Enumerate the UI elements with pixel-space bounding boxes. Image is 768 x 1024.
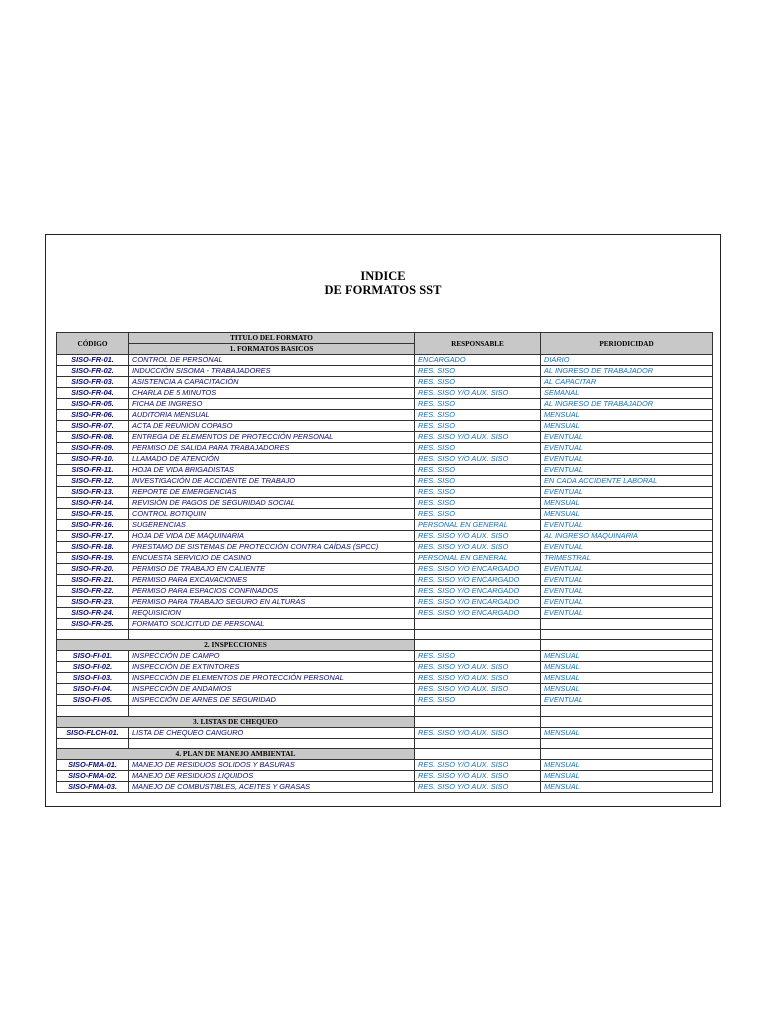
table-row [57, 421, 713, 432]
format-periodicity: EVENTUAL [541, 443, 713, 454]
spacer-cell [129, 738, 415, 748]
spacer-cell [415, 706, 541, 716]
format-title: SUGERENCIAS [129, 520, 415, 531]
table-row [57, 443, 713, 454]
table-row [57, 531, 713, 542]
header-periodicity: PERIODICIDAD [541, 333, 713, 355]
section-row [57, 716, 713, 727]
spacer-cell [415, 738, 541, 748]
table-row [57, 695, 713, 706]
format-title: INSPECCIÓN DE CAMPO [129, 651, 415, 662]
table-row [57, 454, 713, 465]
table-row [57, 388, 713, 399]
format-responsible: RES. SISO Y/O AUX. SISO [415, 759, 541, 770]
format-code: SISO-FR-01. [57, 355, 129, 366]
format-title: PRESTAMO DE SISTEMAS DE PROTECCIÓN CONTRA CAÍDAS (SPCC) [129, 542, 415, 553]
section-blank-cell [541, 640, 713, 651]
format-periodicity: MENSUAL [541, 410, 713, 421]
format-title: ENTREGA DE ELEMENTOS DE PROTECCIÓN PERSONAL [129, 432, 415, 443]
format-periodicity: EVENTUAL [541, 520, 713, 531]
format-code: SISO-FR-17. [57, 531, 129, 542]
format-code: SISO-FI-01. [57, 651, 129, 662]
format-code: SISO-FI-02. [57, 662, 129, 673]
format-title: REVISIÓN DE PAGOS DE SEGURIDAD SOCIAL [129, 498, 415, 509]
format-responsible: RES. SISO [415, 443, 541, 454]
format-responsible: RES. SISO Y/O ENCARGADO [415, 575, 541, 586]
section-blank-cell [541, 716, 713, 727]
format-periodicity: DIARIO [541, 355, 713, 366]
format-periodicity: EVENTUAL [541, 564, 713, 575]
format-title: FORMATO SOLICITUD DE PERSONAL [129, 619, 415, 630]
format-title: INSPECCIÓN DE ELEMENTOS DE PROTECCIÓN PERSONAL [129, 673, 415, 684]
table-row [57, 651, 713, 662]
format-periodicity: TRIMESTRAL [541, 553, 713, 564]
format-title: ASISTENCIA A CAPACITACIÓN [129, 377, 415, 388]
format-periodicity: EVENTUAL [541, 432, 713, 443]
format-responsible: RES. SISO Y/O AUX. SISO [415, 388, 541, 399]
format-title: CHARLA DE 5 MINUTOS [129, 388, 415, 399]
table-row [57, 759, 713, 770]
format-title: PERMISO PARA TRABAJO SEGURO EN ALTURAS [129, 597, 415, 608]
format-periodicity: EVENTUAL [541, 575, 713, 586]
format-title: REPORTE DE EMERGENCIAS [129, 487, 415, 498]
format-responsible: RES. SISO Y/O ENCARGADO [415, 608, 541, 619]
section-blank-cell [415, 716, 541, 727]
format-title: INSPECCIÓN DE EXTINTORES [129, 662, 415, 673]
format-title: INVESTIGACIÓN DE ACCIDENTE DE TRABAJO [129, 476, 415, 487]
format-responsible: RES. SISO [415, 498, 541, 509]
spacer-cell [541, 738, 713, 748]
format-code: SISO-FR-03. [57, 377, 129, 388]
table-row [57, 770, 713, 781]
format-code: SISO-FR-24. [57, 608, 129, 619]
format-periodicity: SEMANAL [541, 388, 713, 399]
format-periodicity: EVENTUAL [541, 597, 713, 608]
format-title: INSPECCIÓN DE ANDAMIOS [129, 684, 415, 695]
format-responsible: RES. SISO Y/O ENCARGADO [415, 586, 541, 597]
header-row [57, 333, 713, 344]
format-periodicity: EVENTUAL [541, 586, 713, 597]
format-title: PERMISO PARA EXCAVACIONES [129, 575, 415, 586]
format-periodicity: AL INGRESO DE TRABAJADOR [541, 366, 713, 377]
table-row [57, 619, 713, 630]
table-row [57, 553, 713, 564]
format-code: SISO-FR-15. [57, 509, 129, 520]
format-responsible: RES. SISO Y/O AUX. SISO [415, 684, 541, 695]
format-code: SISO-FR-04. [57, 388, 129, 399]
table-row [57, 564, 713, 575]
format-code: SISO-FR-13. [57, 487, 129, 498]
format-periodicity: EVENTUAL [541, 542, 713, 553]
table-row [57, 520, 713, 531]
format-responsible: RES. SISO [415, 695, 541, 706]
section-spacer [57, 706, 713, 716]
format-responsible: PERSONAL EN GENERAL [415, 553, 541, 564]
table-row [57, 575, 713, 586]
format-responsible: RES. SISO Y/O AUX. SISO [415, 662, 541, 673]
header-title: TITULO DEL FORMATO [129, 333, 415, 344]
header-code: CÓDIGO [57, 333, 129, 355]
header-responsible: RESPONSABLE [415, 333, 541, 355]
format-responsible: RES. SISO [415, 487, 541, 498]
table-row [57, 399, 713, 410]
table-row [57, 542, 713, 553]
format-responsible: PERSONAL EN GENERAL [415, 520, 541, 531]
section-spacer [57, 738, 713, 748]
format-code: SISO-FI-05. [57, 695, 129, 706]
format-periodicity: EN CADA ACCIDENTE LABORAL [541, 476, 713, 487]
formats-index-table [56, 332, 713, 793]
format-code: SISO-FI-03. [57, 673, 129, 684]
format-code: SISO-FR-22. [57, 586, 129, 597]
format-title: LLAMADO DE ATENCIÓN [129, 454, 415, 465]
format-code: SISO-FR-05. [57, 399, 129, 410]
table-row [57, 781, 713, 792]
format-code: SISO-FR-11. [57, 465, 129, 476]
format-code: SISO-FMA-03. [57, 781, 129, 792]
format-periodicity: EVENTUAL [541, 454, 713, 465]
format-responsible: RES. SISO Y/O AUX. SISO [415, 531, 541, 542]
format-periodicity: MENSUAL [541, 421, 713, 432]
format-title: CONTROL BOTIQUIN [129, 509, 415, 520]
format-code: SISO-FMA-02. [57, 770, 129, 781]
spacer-cell [57, 706, 129, 716]
section-blank-cell [415, 748, 541, 759]
format-periodicity: AL CAPACITAR [541, 377, 713, 388]
table-row [57, 684, 713, 695]
format-periodicity: MENSUAL [541, 781, 713, 792]
format-responsible: RES. SISO Y/O AUX. SISO [415, 454, 541, 465]
spacer-cell [415, 630, 541, 640]
table-row [57, 662, 713, 673]
table-row [57, 608, 713, 619]
table-row [57, 597, 713, 608]
format-title: MANEJO DE RESIDUOS LIQUIDOS [129, 770, 415, 781]
table-row [57, 355, 713, 366]
format-code: SISO-FR-16. [57, 520, 129, 531]
format-periodicity: MENSUAL [541, 662, 713, 673]
format-code: SISO-FR-20. [57, 564, 129, 575]
format-responsible: RES. SISO [415, 399, 541, 410]
document-title: INDICE [360, 269, 406, 283]
format-periodicity: MENSUAL [541, 770, 713, 781]
table-row [57, 487, 713, 498]
format-periodicity: MENSUAL [541, 509, 713, 520]
format-periodicity: MENSUAL [541, 673, 713, 684]
format-periodicity: EVENTUAL [541, 695, 713, 706]
format-title: FICHA DE INGRESO [129, 399, 415, 410]
format-responsible: RES. SISO [415, 377, 541, 388]
format-code: SISO-FR-21. [57, 575, 129, 586]
format-periodicity: MENSUAL [541, 684, 713, 695]
format-responsible: RES. SISO [415, 509, 541, 520]
document-sheet [45, 234, 721, 807]
format-title: PERMISO PARA ESPACIOS CONFINADOS [129, 586, 415, 597]
section-blank-cell [415, 640, 541, 651]
format-code: SISO-FR-12. [57, 476, 129, 487]
format-responsible: RES. SISO Y/O AUX. SISO [415, 673, 541, 684]
format-title: MANEJO DE RESIDUOS SOLIDOS Y BASURAS [129, 759, 415, 770]
section-label: 2. INSPECCIONES [57, 640, 415, 651]
format-code: SISO-FMA-01. [57, 759, 129, 770]
format-responsible: RES. SISO Y/O AUX. SISO [415, 432, 541, 443]
format-responsible [415, 619, 541, 630]
format-title: MANEJO DE COMBUSTIBLES, ACEITES Y GRASAS [129, 781, 415, 792]
format-title: REQUISICION [129, 608, 415, 619]
format-code: SISO-FR-09. [57, 443, 129, 454]
section-label: 3. LISTAS DE CHEQUEO [57, 716, 415, 727]
format-periodicity: MENSUAL [541, 651, 713, 662]
format-responsible: RES. SISO Y/O AUX. SISO [415, 781, 541, 792]
format-responsible: RES. SISO [415, 366, 541, 377]
format-title: PERMISO DE TRABAJO EN CALIENTE [129, 564, 415, 575]
table-row [57, 432, 713, 443]
format-code: SISO-FR-14. [57, 498, 129, 509]
format-code: SISO-FR-02. [57, 366, 129, 377]
spacer-cell [541, 630, 713, 640]
table-row [57, 465, 713, 476]
format-title: HOJA DE VIDA DE MAQUINARIA [129, 531, 415, 542]
table-row [57, 727, 713, 738]
format-periodicity: MENSUAL [541, 498, 713, 509]
format-title: CONTROL DE PERSONAL [129, 355, 415, 366]
format-periodicity: EVENTUAL [541, 465, 713, 476]
format-responsible: RES. SISO [415, 421, 541, 432]
section-blank-cell [541, 748, 713, 759]
format-title: ACTA DE REUNION COPASO [129, 421, 415, 432]
format-title: INSPECCIÓN DE ARNES DE SEGURIDAD [129, 695, 415, 706]
spacer-cell [541, 706, 713, 716]
format-periodicity: AL INGRESO MAQUINARIA [541, 531, 713, 542]
table-row [57, 377, 713, 388]
section-label: 1. FORMATOS BASICOS [129, 344, 415, 355]
format-responsible: RES. SISO Y/O ENCARGADO [415, 597, 541, 608]
document-subtitle: DE FORMATOS SST [324, 283, 442, 297]
format-responsible: RES. SISO Y/O ENCARGADO [415, 564, 541, 575]
format-title: LISTA DE CHEQUEO CANGURO [129, 727, 415, 738]
spacer-cell [129, 630, 415, 640]
format-responsible: RES. SISO [415, 410, 541, 421]
format-code: SISO-FR-18. [57, 542, 129, 553]
format-code: SISO-FR-07. [57, 421, 129, 432]
spacer-cell [57, 630, 129, 640]
format-periodicity: EVENTUAL [541, 487, 713, 498]
section-spacer [57, 630, 713, 640]
table-row [57, 498, 713, 509]
spacer-cell [57, 738, 129, 748]
format-code: SISO-FR-19. [57, 553, 129, 564]
format-responsible: RES. SISO Y/O AUX. SISO [415, 542, 541, 553]
table-row [57, 673, 713, 684]
spacer-cell [129, 706, 415, 716]
format-title: HOJA DE VIDA BRIGADISTAS [129, 465, 415, 476]
format-responsible: RES. SISO Y/O AUX. SISO [415, 727, 541, 738]
format-title: PERMISO DE SALIDA PARA TRABAJADORES [129, 443, 415, 454]
table-row [57, 366, 713, 377]
format-periodicity [541, 619, 713, 630]
format-title: INDUCCIÓN SISOMA - TRABAJADORES [129, 366, 415, 377]
format-title: AUDITORIA MENSUAL [129, 410, 415, 421]
table-row [57, 410, 713, 421]
format-code: SISO-FR-25. [57, 619, 129, 630]
format-title: ENCUESTA SERVICIO DE CASINO [129, 553, 415, 564]
format-responsible: RES. SISO Y/O AUX. SISO [415, 770, 541, 781]
section-row [57, 640, 713, 651]
format-periodicity: EVENTUAL [541, 608, 713, 619]
section-label: 4. PLAN DE MANEJO AMBIENTAL [57, 748, 415, 759]
format-responsible: RES. SISO [415, 465, 541, 476]
format-code: SISO-FR-23. [57, 597, 129, 608]
format-code: SISO-FLCH-01. [57, 727, 129, 738]
table-row [57, 586, 713, 597]
section-row [57, 748, 713, 759]
table-row [57, 509, 713, 520]
table-row [57, 476, 713, 487]
format-code: SISO-FR-06. [57, 410, 129, 421]
format-code: SISO-FR-08. [57, 432, 129, 443]
format-periodicity: MENSUAL [541, 727, 713, 738]
format-responsible: RES. SISO [415, 476, 541, 487]
format-code: SISO-FI-04. [57, 684, 129, 695]
format-responsible: RES. SISO [415, 651, 541, 662]
format-code: SISO-FR-10. [57, 454, 129, 465]
format-periodicity: AL INGRESO DE TRABAJADOR [541, 399, 713, 410]
format-periodicity: MENSUAL [541, 759, 713, 770]
format-responsible: ENCARGADO [415, 355, 541, 366]
